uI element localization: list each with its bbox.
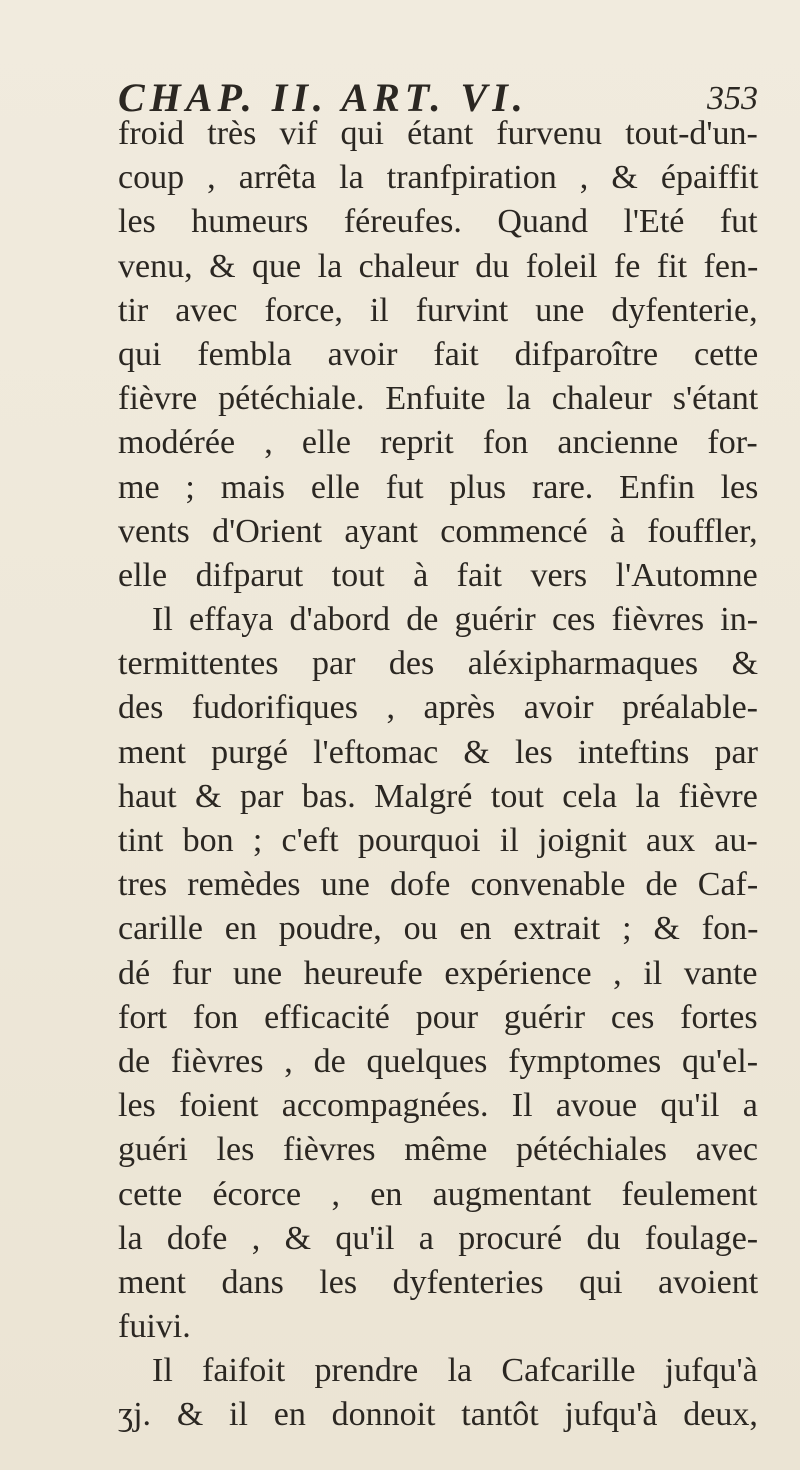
text-line: la dofe , & qu'il a procuré du foulage- bbox=[118, 1219, 759, 1257]
text-line: ment purgé l'eftomac & les inteftins par bbox=[118, 733, 758, 771]
page-number: 353 bbox=[707, 80, 758, 117]
text-line: vents d'Orient ayant commencé à fouffler, bbox=[118, 512, 758, 550]
text-line: Il effaya d'abord de guérir ces fièvres in- bbox=[152, 601, 759, 639]
text-line: qui fembla avoir fait difparoître cette bbox=[118, 335, 759, 373]
text-line: les humeurs féreufes. Quand l'Eté fut bbox=[118, 203, 758, 241]
running-head: CHAP. II. ART. VI. bbox=[118, 75, 528, 120]
text-line: me ; mais elle fut plus rare. Enfin les bbox=[118, 468, 759, 506]
text-line: ʒj. & il en donnoit tantôt jufqu'à deux, bbox=[118, 1396, 758, 1434]
body-text bbox=[118, 112, 758, 1438]
text-line: tir avec force, il furvint une dyfenterie, bbox=[118, 291, 758, 329]
text-line: fièvre pétéchiale. Enfuite la chaleur s'étant bbox=[118, 380, 759, 418]
text-line: les foient accompagnées. Il avoue qu'il a bbox=[118, 1087, 758, 1125]
text-line: dé fur une heureufe expérience , il vante bbox=[118, 954, 758, 992]
text-line: guéri les fièvres même pétéchiales avec bbox=[118, 1131, 759, 1169]
text-line: fuivi. bbox=[118, 1308, 191, 1346]
text-line: des fudorifiques , après avoir préalable- bbox=[118, 689, 758, 727]
text-line: elle difparut tout à fait vers l'Automne bbox=[118, 556, 758, 594]
text-line: venu, & que la chaleur du foleil fe fit fen- bbox=[118, 247, 759, 285]
text-line: termittentes par des aléxipharmaques & bbox=[118, 645, 759, 683]
text-line: cette écorce , en augmentant feulement bbox=[118, 1175, 758, 1213]
text-line: froid très vif qui étant furvenu tout-d'un- bbox=[118, 115, 758, 152]
text-line: fort fon efficacité pour guérir ces fortes bbox=[118, 998, 758, 1036]
text-line: modérée , elle reprit fon ancienne for- bbox=[118, 424, 758, 462]
text-line: Il faifoit prendre la Cafcarille jufqu'à bbox=[152, 1352, 758, 1390]
text-line: haut & par bas. Malgré tout cela la fièvre bbox=[118, 777, 758, 815]
text-line: tint bon ; c'eft pourquoi il joignit aux au- bbox=[118, 822, 758, 859]
text-line: coup , arrêta la tranfpiration , & épaiffit bbox=[118, 159, 759, 197]
text-line: ment dans les dyfenteries qui avoient bbox=[118, 1263, 759, 1301]
text-line: carille en poudre, ou en extrait ; & fon- bbox=[118, 910, 759, 948]
text-line: tres remèdes une dofe convenable de Caf- bbox=[118, 866, 759, 904]
text-line: de fièvres , de quelques fymptomes qu'el- bbox=[118, 1042, 759, 1080]
